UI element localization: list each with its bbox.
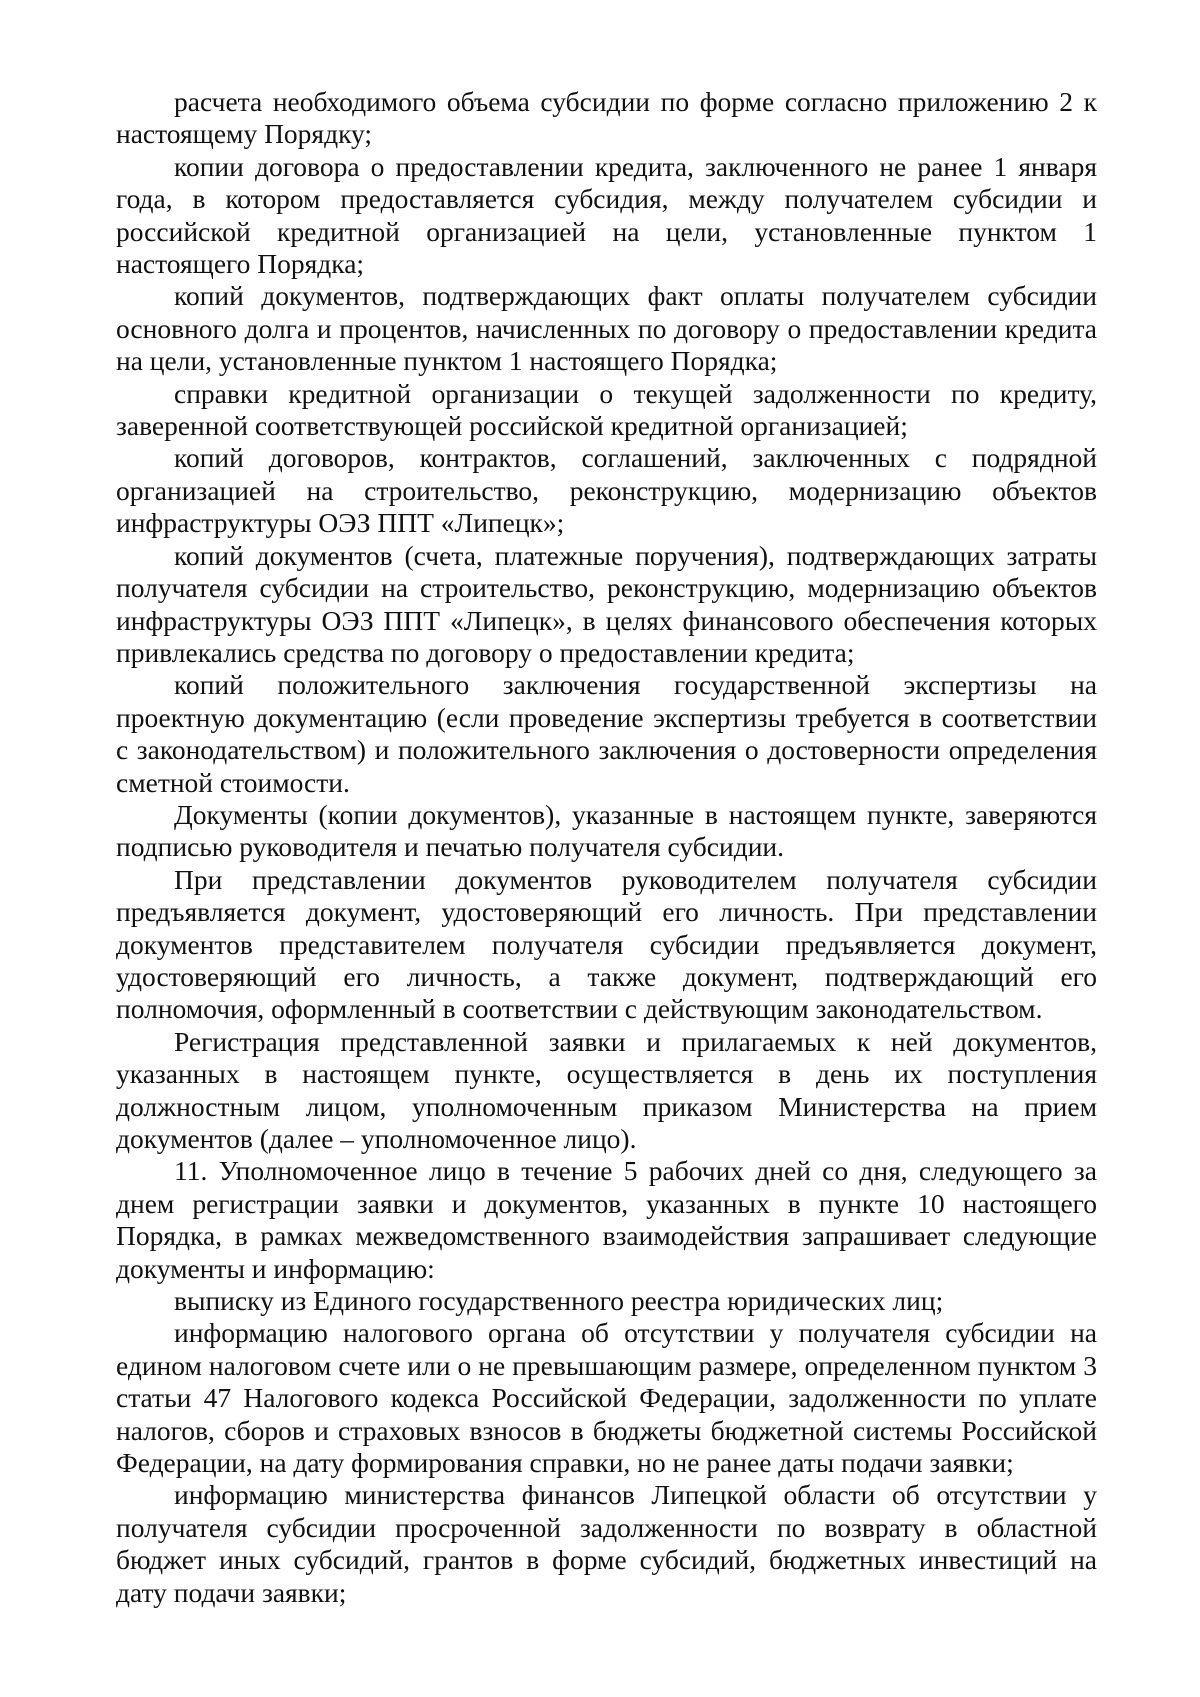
paragraph-expense-documents: копий документов (счета, платежные поручения), подтверждающих затраты получателя субсидии на строительство, реконструкцию, модернизацию объектов инфраструктуры ОЭЗ ППТ «Липецк», в целях финансового обеспечения которых привлекались средства по договору о предоставлении кредита; [116, 539, 1097, 668]
paragraph-bank-certificate: справки кредитной организации о текущей задолженности по кредиту, заверенной соответствующей российской кредитной организацией; [116, 377, 1097, 442]
paragraph-section-11: 11. Уполномоченное лицо в течение 5 рабочих дней со дня, следующего за днем регистрации заявки и документов, указанных в пункте 10 настоящего Порядка, в рамках межведомственного взаимодействия запрашивает следующие документы и информацию: [116, 1155, 1097, 1284]
paragraph-certification: Документы (копии документов), указанные в настоящем пункте, заверяются подписью руководителя и печатью получателя субсидии. [116, 798, 1097, 863]
paragraph-payment-documents: копий документов, подтверждающих факт оплаты получателем субсидии основного долга и процентов, начисленных по договору о предоставлении кредита на цели, установленные пунктом 1 настоящего Порядка; [116, 280, 1097, 377]
paragraph-expertise: копий положительного заключения государственной экспертизы на проектную документацию (если проведение экспертизы требуется в соответствии с законодательством) и положительного заключения о достоверности определения сметной стоимости. [116, 669, 1097, 798]
paragraph-tax-info: информацию налогового органа об отсутствии у получателя субсидии на едином налоговом счете или о не превышающим размере, определенном пунктом 3 статьи 47 Налогового кодекса Российской Федерации, задолженности по уплате налогов, сборов и страховых взносов в бюджеты бюджетной системы Российской Федерации, на дату формирования справки, но не ранее даты подачи заявки; [116, 1317, 1097, 1479]
paragraph-identity: При представлении документов руководителем получателя субсидии предъявляется документ, удостоверяющий его личность. При представлении документов представителем получателя субсидии предъявляется документ, удостоверяющий его личность, а также документ, подтверждающий его полномочия, оформленный в соответствии с действующим законодательством. [116, 863, 1097, 1025]
document-page [116, 86, 1097, 1609]
paragraph-registration: Регистрация представленной заявки и прилагаемых к ней документов, указанных в настоящем пункте, осуществляется в день их поступления должностным лицом, уполномоченным приказом Министерства на прием документов (далее – уполномоченное лицо). [116, 1025, 1097, 1154]
paragraph-registry-extract: выписку из Единого государственного реестра юридических лиц; [174, 1285, 944, 1317]
paragraph-contracts: копий договоров, контрактов, соглашений, заключенных с подрядной организацией на строительство, реконструкцию, модернизацию объектов инфраструктуры ОЭЗ ППТ «Липецк»; [116, 442, 1097, 539]
paragraph-finance-ministry-info: информацию министерства финансов Липецкой области об отсутствии у получателя субсидии просроченной задолженности по возврату в областной бюджет иных субсидий, грантов в форме субсидий, бюджетных инвестиций на дату подачи заявки; [116, 1479, 1097, 1608]
paragraph-calculation: расчета необходимого объема субсидии по форме согласно приложению 2 к настоящему Порядку; [116, 86, 1097, 150]
paragraph-loan-agreement: копии договора о предоставлении кредита, заключенного не ранее 1 января года, в котором предоставляется субсидия, между получателем субсидии и российской кредитной организацией на цели, установленные пунктом 1 настоящего Порядка; [116, 150, 1097, 280]
